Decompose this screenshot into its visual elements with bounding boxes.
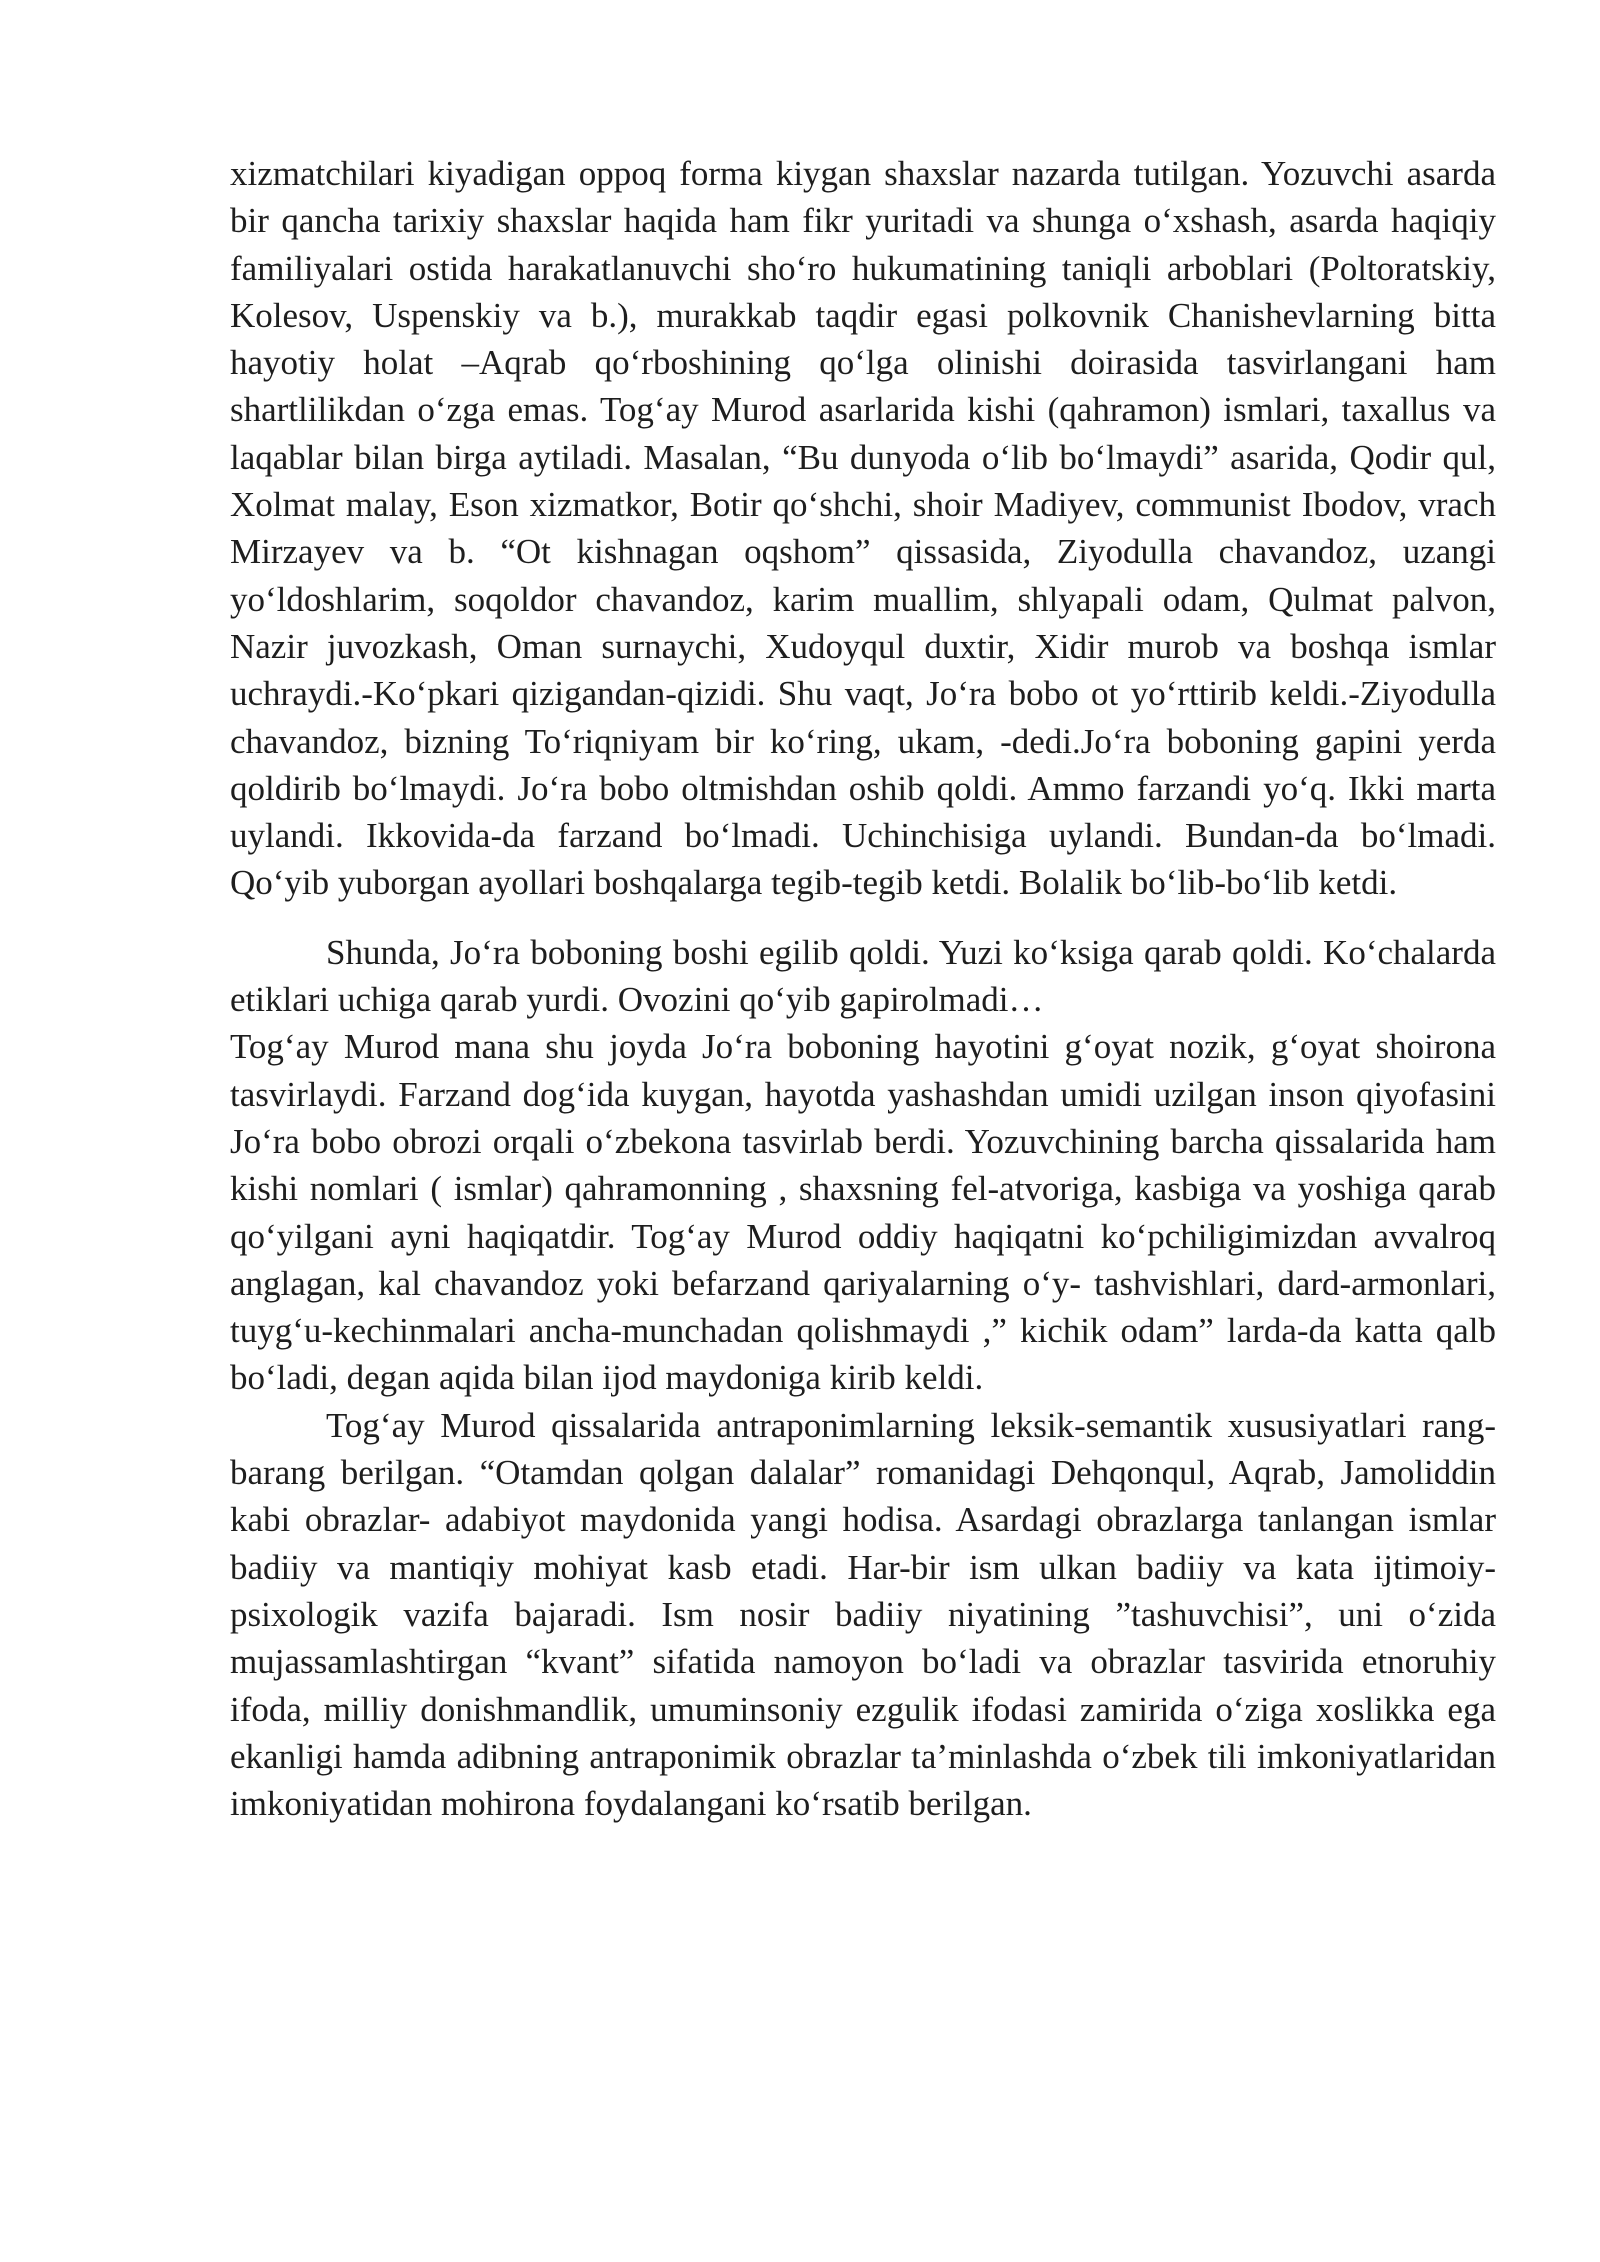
document-page bbox=[230, 150, 1496, 1827]
paragraph-1: xizmatchilari kiyadigan oppoq forma kiygan shaxslar nazarda tutilgan. Yozuvchi asarda bir qancha tarixiy shaxslar haqida ham fikr yuritadi va shunga o‘xshash, asarda haqiqiy familiyalari ostida harakatlanuvchi sho‘ro hukumatining taniqli arboblari (Poltoratskiy, Kolesov, Uspenskiy va b.), murakkab taqdir egasi polkovnik Chanishevlarning bitta hayotiy holat –Aqrab qo‘rboshining qo‘lga olinishi doirasida tasvirlangani ham shartlilikdan o‘zga emas. Tog‘ay Murod asarlarida kishi (qahramon) ismlari, taxallus va laqablar bilan birga aytiladi. Masalan, “Bu dunyoda o‘lib bo‘lmaydi” asarida, Qodir qul, Xolmat malay, Eson xizmatkor, Botir qo‘shchi, shoir Madiyev, communist Ibodov, vrach Mirzayev va b. “Ot kishnagan oqshom” qissasida, Ziyodulla chavandoz, uzangi yo‘ldoshlarim, soqoldor chavandoz, karim muallim, shlyapali odam, Qulmat palvon, Nazir juvozkash, Oman surnaychi, Xudoyqul duxtir, Xidir murob va boshqa ismlar uchraydi.-Ko‘pkari qizigandan-qizidi. Shu vaqt, Jo‘ra bobo ot yo‘rttirib keldi.-Ziyodulla chavandoz, bizning To‘riqniyam bir ko‘ring, ukam, -dedi.Jo‘ra boboning gapini yerda qoldirib bo‘lmaydi. Jo‘ra bobo oltmishdan oshib qoldi. Ammo farzandi yo‘q. Ikki marta uylandi. Ikkovida-da farzand bo‘lmadi. Uchinchisiga uylandi. Bundan-da bo‘lmadi. Qo‘yib yuborgan ayollari boshqalarga tegib-tegib ketdi. Bolalik bo‘lib-bo‘lib ketdi. bbox=[230, 154, 1496, 903]
paragraph-4: Tog‘ay Murod qissalarida antraponimlarning leksik-semantik xususiyatlari rang-barang berilgan. “Otamdan qolgan dalalar” romanidagi Dehqonqul, Aqrab, Jamoliddin kabi obrazlar- adabiyot maydonida yangi hodisa. Asardagi obrazlarga tanlangan ismlar badiiy va mantiqiy mohiyat kasb etadi. Har-bir ism ulkan badiiy va kata ijtimoiy-psixologik vazifa bajaradi. Ism nosir badiiy niyatining ”tashuvchisi”, uni o‘zida mujassamlashtirgan “kvant” sifatida namoyon bo‘ladi va obrazlar tasvirida etnoruhiy ifoda, milliy donishmandlik, umuminsoniy ezgulik ifodasi zamirida o‘ziga xoslikka ega ekanligi hamda adibning antraponimik obrazlar ta’minlashda o‘zbek tili imkoniyatlaridan imkoniyatidan mohirona foydalangani ko‘rsatib berilgan. bbox=[230, 1405, 1496, 1824]
paragraph-3: Tog‘ay Murod mana shu joyda Jo‘ra boboning hayotini g‘oyat nozik, g‘oyat shoirona tasvirlaydi. Farzand dog‘ida kuygan, hayotda yashashdan umidi uzilgan inson qiyofasini Jo‘ra bobo obrozi orqali o‘zbekona tasvirlab berdi. Yozuvchining barcha qissalarida ham kishi nomlari ( ismlar) qahramonning , shaxsning fel-atvoriga, kasbiga va yoshiga qarab qo‘yilgani ayni haqiqatdir. Tog‘ay Murod oddiy haqiqatni ko‘pchiligimizdan avvalroq anglagan, kal chavandoz yoki befarzand qariyalarning o‘y- tashvishlari, dard-armonlari, tuyg‘u-kechinmalari ancha-munchadan qolishmaydi ,” kichik odam” larda-da katta qalb bo‘ladi, degan aqida bilan ijod maydoniga kirib keldi. bbox=[230, 1027, 1496, 1398]
paragraph-2: Shunda, Jo‘ra boboning boshi egilib qoldi. Yuzi ko‘ksiga qarab qoldi. Ko‘chalarda etiklari uchiga qarab yurdi. Ovozini qo‘yib gapirolmadi… bbox=[230, 932, 1496, 1020]
